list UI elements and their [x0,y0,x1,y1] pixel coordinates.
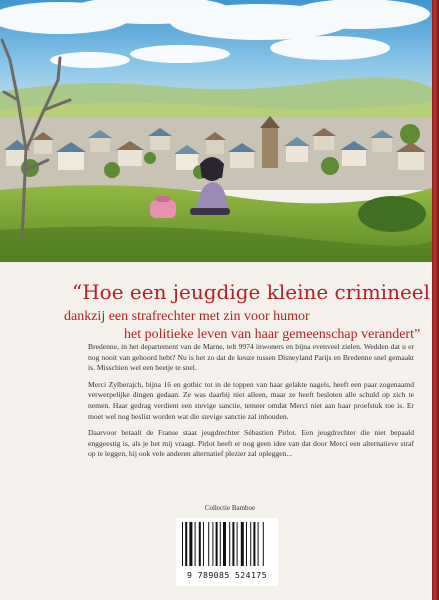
quote-line-2: dankzij een strafrechter met zin voor humor [64,309,310,324]
synopsis-paragraph: Merci Zylberajch, bijna 16 en gothic tot in de toppen van haar gelakte nagels, heeft een paar zogenaamd verwerpelijke dingen gedaan. Ze was daarbij niet alleen, maar ze heeft besloten alle schuld op zich te nemen. Haar gedrag verdient een stevige sanctie, temeer omdat Merci niet aan haar proefstuk toe is. Er moet wel nog beslist worden wat die stevige sanctie zal inhouden. [88,379,414,421]
book-edge [432,0,439,600]
cover-illustration [0,0,432,262]
quote-line-3: het politieke leven van haar gemeenschap verandert” [124,327,421,342]
quote-headline: “Hoe een jeugdige kleine crimineel [72,280,431,304]
synopsis-paragraph: Bredenne, in het departement van de Marne, telt 9974 inwoners en bijna evenveel zielen. Wedden dat u er nog nooit van gehoord hebt? Nu is het zo dat de keuze tussen Disneyland Parijs en Bredenne snel gemaakt is. Misschien wel een beetje te snel. [88,342,414,373]
collection-label: Collectie Bamboe [204,504,256,512]
bush [358,196,426,232]
isbn-number: 9 789085 524175 [187,570,267,580]
synopsis [88,342,414,466]
synopsis-paragraph: Daarvoor betaalt de Franse staat jeugdrechter Sébastien Pirlot. Een jeugdrechter die niet bepaald enggeestig is, als je het mij vraagt. Pirlot heeft er nog geen idee van dat door Merci een alternatieve straf op te leggen, hij ook vele anderen alternatief plezier zal opleggen... [88,428,414,459]
isbn-barcode [176,518,278,586]
barcode-bars [176,518,278,570]
